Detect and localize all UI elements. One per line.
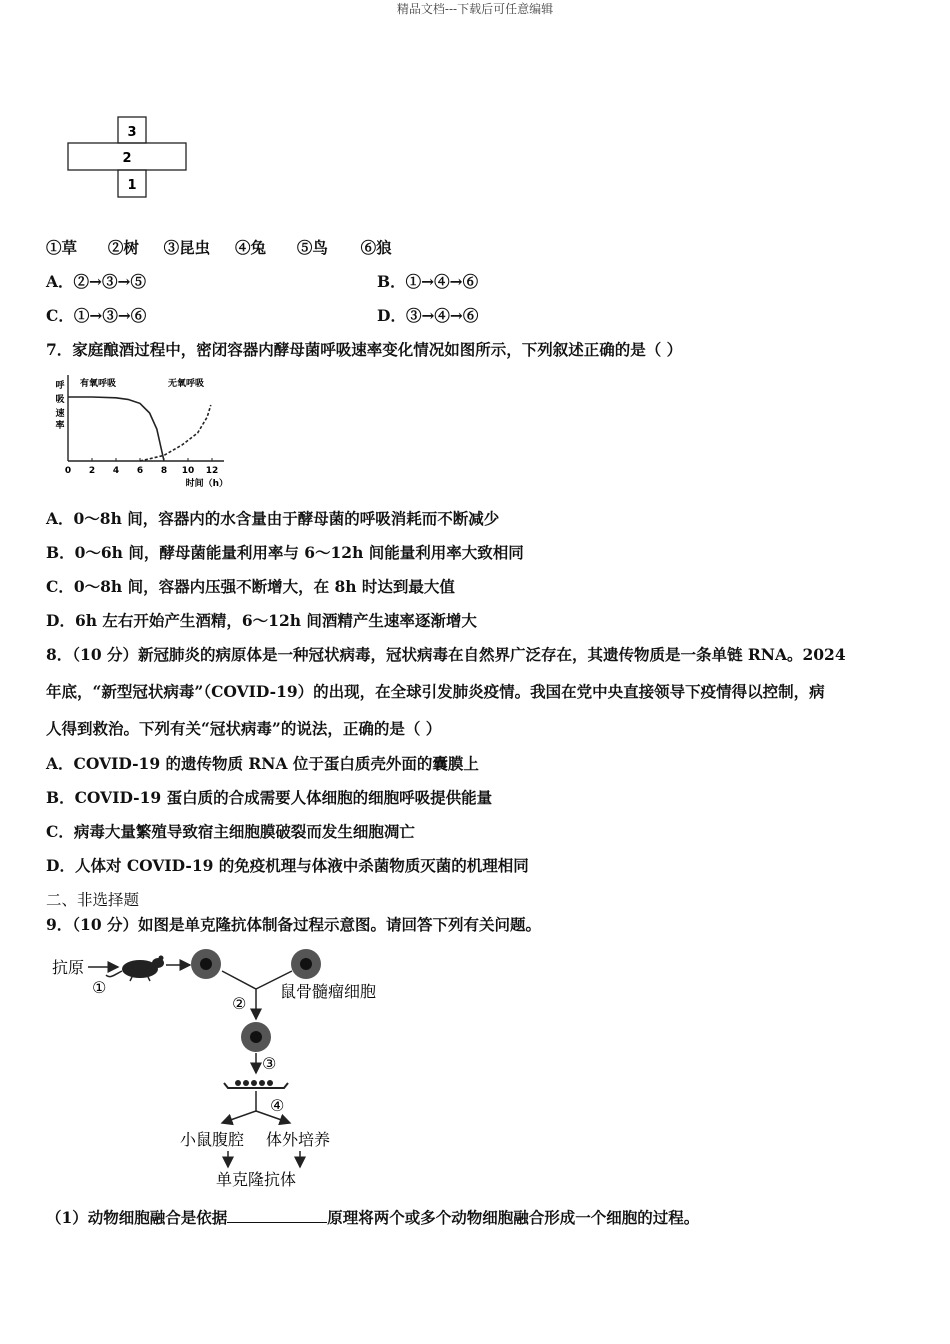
y-axis-label-char-1: 呼 xyxy=(55,381,65,391)
monoclonal-antibody-diagram xyxy=(48,945,408,1195)
box-1-label: 1 xyxy=(127,178,137,193)
q8-option-b[interactable]: B．COVID-19 蛋白质的合成需要人体细胞的细胞呼吸提供能量 xyxy=(46,788,493,807)
b-cell-icon xyxy=(191,949,221,979)
q9-sub1-before: （1）动物细胞融合是依据 xyxy=(46,1208,228,1227)
q8-stem-line-1: 8．（10 分）新冠肺炎的病原体是一种冠状病毒，冠状病毒在自然界广泛存在，其遗传物质是一条单链 RNA。2024 xyxy=(46,645,846,664)
mouse-icon xyxy=(106,956,164,982)
organism-2: ②树 xyxy=(107,238,139,257)
q7-stem: 7．家庭酿酒过程中，密闭容器内酵母菌呼吸速率变化情况如图所示，下列叙述正确的是（ ） xyxy=(46,340,683,359)
q8-stem-line-3: 人得到救治。下列有关“冠状病毒”的说法，正确的是（ ） xyxy=(46,719,442,738)
q6-option-a[interactable]: A．②→③→⑤ xyxy=(46,272,147,291)
q6-option-b[interactable]: B．①→④→⑥ xyxy=(377,272,479,291)
q6-option-c[interactable]: C．①→③→⑥ xyxy=(46,306,147,325)
x-tick-label: 4 xyxy=(112,466,120,476)
q7-option-b[interactable]: B．0～6h 间，酵母菌能量利用率与 6～12h 间能量利用率大致相同 xyxy=(46,543,524,562)
myeloma-cell-icon xyxy=(291,949,321,979)
x-tick-label: 2 xyxy=(88,466,96,476)
section-heading: 二、非选择题 xyxy=(46,891,140,909)
q8-option-a[interactable]: A．COVID-19 的遗传物质 RNA 位于蛋白质壳外面的囊膜上 xyxy=(46,754,479,773)
organism-4: ④兔 xyxy=(234,238,266,257)
fusion-line-left xyxy=(222,971,256,989)
x-tick-label: 6 xyxy=(136,466,144,476)
myeloma-label: 鼠骨髓瘤细胞 xyxy=(280,982,377,1001)
q9-sub1-after: 原理将两个或多个动物细胞融合形成一个细胞的过程。 xyxy=(327,1208,700,1227)
page-header: 精品文档---下载后可任意编辑 xyxy=(396,2,554,16)
q8-option-d[interactable]: D．人体对 COVID-19 的免疫机理与体液中杀菌物质灭菌的机理相同 xyxy=(46,856,529,875)
q8-stem-line-2: 年底，“新型冠状病毒”（COVID-19）的出现，在全球引发肺炎疫情。我国在党中央直接领导下疫情得以控制，病 xyxy=(46,682,825,701)
organism-3: ③昆虫 xyxy=(163,238,211,257)
y-axis-label-char-2: 吸 xyxy=(55,395,65,405)
organism-1: ①草 xyxy=(46,238,78,257)
in-vitro-label: 体外培养 xyxy=(266,1130,331,1149)
q7-option-a[interactable]: A．0～8h 间，容器内的水含量由于酵母菌的呼吸消耗而不断减少 xyxy=(46,509,500,528)
q9-sub1 xyxy=(46,1206,699,1228)
q6-option-d[interactable]: D．③→④→⑥ xyxy=(377,306,479,325)
arrow-to-mouse-cavity xyxy=(222,1111,256,1123)
box-3-label: 3 xyxy=(127,125,137,140)
q9-sub1-blank[interactable] xyxy=(227,1208,327,1223)
chart-series xyxy=(68,397,211,461)
respiration-chart xyxy=(44,370,234,492)
q7-option-d[interactable]: D．6h 左右开始产生酒精，6～12h 间酒精产生速率逐渐增大 xyxy=(46,611,477,630)
organism-6: ⑥狼 xyxy=(360,238,392,257)
antigen-label: 抗原 xyxy=(52,958,85,977)
x-tick-label: 10 xyxy=(181,466,195,476)
y-axis-label-char-4: 率 xyxy=(55,421,65,431)
box-2-label: 2 xyxy=(122,151,132,166)
q7-option-c[interactable]: C．0～8h 间，容器内压强不断增大，在 8h 时达到最大值 xyxy=(46,577,455,596)
legend-anaerobic: 无氧呼吸 xyxy=(168,379,205,389)
hybridoma-cell-icon xyxy=(241,1022,271,1052)
q8-option-c[interactable]: C．病毒大量繁殖导致宿主细胞膜破裂而发生细胞凋亡 xyxy=(46,822,415,841)
q6-organism-list xyxy=(46,236,392,258)
mouse-cavity-label: 小鼠腹腔 xyxy=(180,1130,245,1149)
y-axis-label-char-3: 速 xyxy=(55,409,65,419)
culture-dish-icon xyxy=(224,1080,288,1088)
x-tick-label: 8 xyxy=(160,466,168,476)
cross-diagram xyxy=(60,108,210,203)
step-3-label: ③ xyxy=(262,1054,277,1073)
organism-5: ⑤鸟 xyxy=(296,238,328,257)
antibody-label: 单克隆抗体 xyxy=(216,1170,297,1189)
x-axis-label: 时间（h） xyxy=(185,479,228,489)
step-4-label: ④ xyxy=(270,1096,285,1115)
step-2-label: ② xyxy=(232,994,247,1013)
series-aerobic-line xyxy=(68,397,164,461)
step-1-label: ① xyxy=(92,978,107,997)
x-tick-label: 0 xyxy=(64,466,72,476)
q9-stem: 9．（10 分）如图是单克隆抗体制备过程示意图。请回答下列有关问题。 xyxy=(46,915,542,934)
x-tick-label: 12 xyxy=(205,466,219,476)
legend-aerobic: 有氧呼吸 xyxy=(80,379,117,389)
